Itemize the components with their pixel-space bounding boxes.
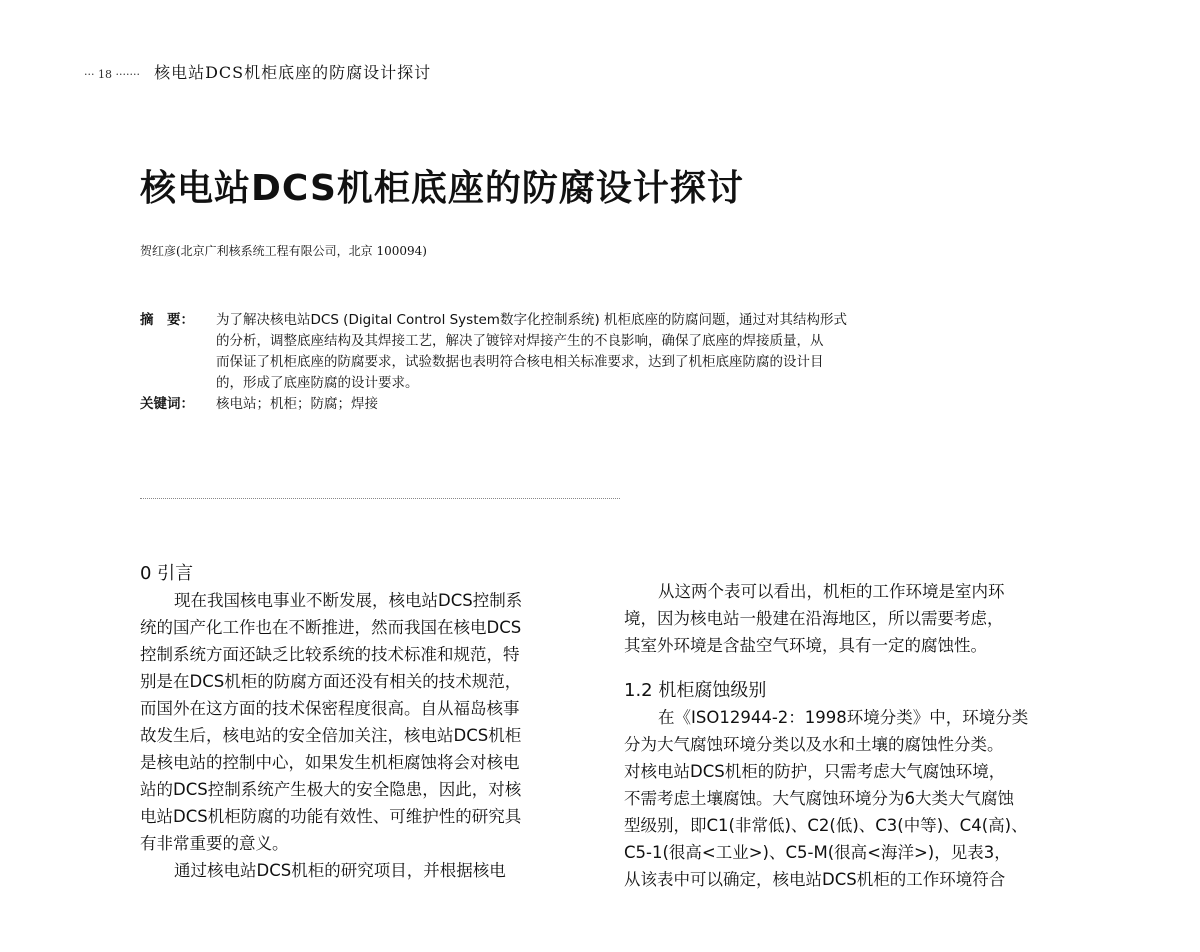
abstract-block <box>140 310 980 415</box>
keywords-label: 关键词： <box>140 396 194 412</box>
running-header <box>84 60 431 83</box>
section-heading-corrosion-level: 1.2 机柜腐蚀级别 <box>624 680 767 701</box>
body-line: C5-1(很高<工业>)、C5-M(很高<海洋>)，见表3， <box>624 843 1011 862</box>
body-line: 控制系统方面还缺乏比较系统的技术标准和规范，特 <box>140 645 520 664</box>
abstract-line: 的，形成了底座防腐的设计要求。 <box>216 375 419 391</box>
keywords-text: 核电站；机柜；防腐；焊接 <box>216 396 378 412</box>
body-line: 通过核电站DCS机柜的研究项目，并根据核电 <box>174 861 506 880</box>
body-line: 分为大气腐蚀环境分类以及水和土壤的腐蚀性分类。 <box>624 735 1004 754</box>
abstract-line: 的分析，调整底座结构及其焊接工艺，解决了镀锌对焊接产生的不良影响，确保了底座的焊接质量，从 <box>216 333 824 349</box>
page-number-prefix: ··· 18 ······· <box>84 68 140 81</box>
section-divider <box>140 498 620 499</box>
paragraph-gap <box>624 659 1076 677</box>
running-header-title: 核电站DCS机柜底座的防腐设计探讨 <box>154 63 432 82</box>
body-line: 统的国产化工作也在不断推进，然而我国在核电DCS <box>140 618 522 637</box>
body-line: 境，因为核电站一般建在沿海地区，所以需要考虑， <box>624 609 1004 628</box>
abstract-text <box>216 310 980 394</box>
body-line: 电站DCS机柜防腐的功能有效性、可维护性的研究具 <box>140 807 522 826</box>
body-line: 有非常重要的意义。 <box>140 834 289 853</box>
abstract-line: 为了解决核电站DCS (Digital Control System数字化控制系统) 机柜底座的防腐问题，通过对其结构形式 <box>216 312 848 328</box>
body-line: 是核电站的控制中心，如果发生机柜腐蚀将会对核电 <box>140 753 520 772</box>
body-line: 从该表中可以确定，核电站DCS机柜的工作环境符合 <box>624 870 1006 889</box>
abstract-line: 而保证了机柜底座的防腐要求，试验数据也表明符合核电相关标准要求，达到了机柜底座防腐的设计目 <box>216 354 824 370</box>
body-line: 型级别，即C1(非常低)、C2(低)、C3(中等)、C4(高)、 <box>624 816 1028 835</box>
body-line: 其室外环境是含盐空气环境，具有一定的腐蚀性。 <box>624 636 987 655</box>
right-column <box>624 578 1076 893</box>
body-line: 站的DCS控制系统产生极大的安全隐患，因此，对核 <box>140 780 522 799</box>
abstract-row <box>140 310 980 394</box>
body-line: 不需考虑土壤腐蚀。大气腐蚀环境分为6大类大气腐蚀 <box>624 789 1014 808</box>
body-line: 从这两个表可以看出，机柜的工作环境是室内环 <box>658 582 1005 601</box>
body-line: 现在我国核电事业不断发展，核电站DCS控制系 <box>174 591 523 610</box>
body-line: 在《ISO12944-2：1998环境分类》中，环境分类 <box>658 708 1029 727</box>
body-line: 而国外在这方面的技术保密程度很高。自从福岛核事 <box>140 699 520 718</box>
keywords-row <box>140 394 980 415</box>
section-heading-intro: 0 引言 <box>140 563 194 584</box>
body-line: 故发生后，核电站的安全倍加关注，核电站DCS机柜 <box>140 726 522 745</box>
author-affiliation: 贺红彦(北京广利核系统工程有限公司，北京 100094) <box>140 244 427 258</box>
paper-title: 核电站DCS机柜底座的防腐设计探讨 <box>140 168 744 209</box>
body-line: 别是在DCS机柜的防腐方面还没有相关的技术规范， <box>140 672 522 691</box>
abstract-label: 摘 要： <box>140 312 194 328</box>
left-column <box>140 560 588 884</box>
body-line: 对核电站DCS机柜的防护，只需考虑大气腐蚀环境， <box>624 762 1006 781</box>
